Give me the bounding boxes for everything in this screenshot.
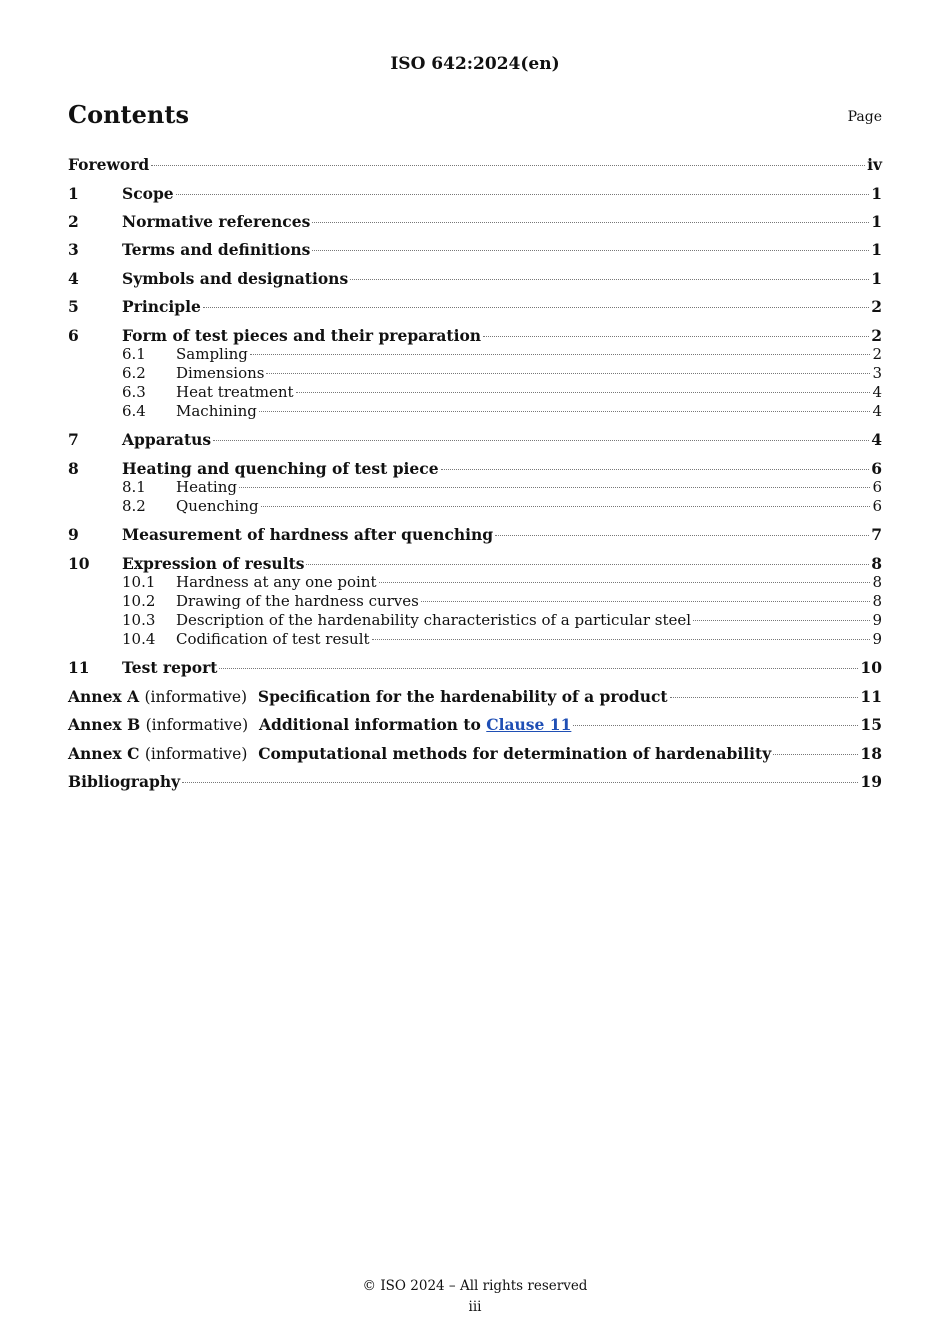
toc-number: 9 [68, 525, 79, 544]
toc-title: Form of test pieces and their preparation [122, 326, 482, 345]
toc-page: 4 [872, 402, 882, 420]
toc-number: 7 [68, 430, 79, 449]
dot-leader [182, 782, 858, 783]
toc-page: 4 [872, 383, 882, 401]
toc-entry-annex-c[interactable] [68, 744, 882, 763]
toc-page: 9 [872, 611, 882, 629]
dot-leader [312, 250, 869, 251]
toc-title [68, 687, 668, 707]
toc-entry-heating[interactable] [68, 478, 882, 497]
toc-number: 10.3 [122, 611, 156, 629]
toc-page: 6 [872, 478, 882, 496]
toc-title: Drawing of the hardness curves [176, 592, 419, 610]
toc-page: 15 [860, 715, 882, 734]
toc-entry-quenching[interactable] [68, 497, 882, 516]
toc-page: 8 [872, 592, 882, 610]
toc-page: 2 [872, 345, 882, 363]
dot-leader [693, 620, 870, 621]
toc-title: Terms and definitions [122, 240, 311, 259]
dot-leader [151, 165, 865, 166]
toc-entry-heating-and-quenching[interactable] [68, 459, 882, 478]
toc-title: Normative references [122, 212, 311, 231]
annex-title: Additional information to [258, 715, 481, 734]
toc-entry-dimensions[interactable] [68, 364, 882, 383]
dot-leader [379, 582, 871, 583]
toc-page: 8 [872, 573, 882, 591]
toc-page: 3 [872, 364, 882, 382]
annex-label: Annex B [68, 715, 141, 734]
toc-page: 1 [871, 269, 882, 288]
toc-title: Quenching [176, 497, 259, 515]
toc-page: 7 [871, 525, 882, 544]
toc-page: 11 [860, 687, 882, 706]
page-header: ISO 642:2024(en) [390, 54, 560, 74]
toc-number: 6.2 [122, 364, 146, 382]
toc-page: 10 [860, 658, 882, 677]
toc-number: 1 [68, 184, 79, 203]
dot-leader [441, 469, 870, 470]
page-number: iii [468, 1299, 482, 1315]
toc-entry-symbols-and-designations[interactable] [68, 269, 882, 288]
toc-title: Dimensions [176, 364, 265, 382]
dot-leader [483, 336, 869, 337]
annex-type: (informative) [144, 745, 248, 763]
dot-leader [213, 440, 869, 441]
dot-leader [266, 373, 870, 374]
toc-page: 1 [871, 212, 882, 231]
dot-leader [176, 194, 870, 195]
toc-title: Heating and quenching of test piece [122, 459, 439, 478]
toc-page: 18 [860, 744, 882, 763]
annex-title: Specification for the hardenability of a product [257, 687, 668, 706]
toc-page: 1 [871, 184, 882, 203]
toc-title: Codification of test result [176, 630, 370, 648]
toc-title: Apparatus [122, 430, 212, 449]
toc-entry-hardness-at-any-point[interactable] [68, 573, 882, 592]
toc-page: 1 [871, 240, 882, 259]
dot-leader [573, 725, 858, 726]
contents-title: Contents [68, 100, 189, 129]
toc-title: Description of the hardenability characteristics of a particular steel [176, 611, 692, 629]
toc-entry-measurement-of-hardness[interactable] [68, 525, 882, 544]
dot-leader [203, 307, 869, 308]
toc-title: Heat treatment [176, 383, 294, 401]
toc-entry-form-of-test-pieces[interactable] [68, 326, 882, 345]
toc-title: Sampling [176, 345, 248, 363]
toc-page: 6 [872, 497, 882, 515]
toc-number: 10.4 [122, 630, 156, 648]
dot-leader [306, 564, 869, 565]
toc-number: 10 [68, 554, 90, 573]
toc-number: 11 [68, 658, 90, 677]
dot-leader [421, 601, 871, 602]
table-of-contents [68, 152, 882, 791]
toc-entry-bibliography[interactable] [68, 772, 882, 791]
toc-title: Scope [122, 184, 174, 203]
toc-title [68, 744, 771, 764]
toc-title [68, 715, 571, 735]
toc-entry-apparatus[interactable] [68, 430, 882, 449]
annex-title: Computational methods for determination of hardenability [258, 744, 772, 763]
toc-page: 4 [871, 430, 882, 449]
toc-entry-machining[interactable] [68, 402, 882, 421]
toc-entry-scope[interactable] [68, 184, 882, 203]
annex-label: Annex C [68, 744, 140, 763]
toc-entry-test-report[interactable] [68, 658, 882, 677]
toc-title: Test report [122, 658, 218, 677]
dot-leader [312, 222, 869, 223]
dot-leader [250, 354, 871, 355]
dot-leader [495, 535, 869, 536]
toc-page: 9 [872, 630, 882, 648]
toc-number: 10.1 [122, 573, 156, 591]
toc-number: 6.3 [122, 383, 146, 401]
toc-title: Expression of results [122, 554, 305, 573]
copyright-notice: © ISO 2024 – All rights reserved [362, 1278, 588, 1294]
toc-title: Machining [176, 402, 257, 420]
dot-leader [261, 506, 871, 507]
toc-entry-codification[interactable] [68, 630, 882, 649]
toc-number: 6.4 [122, 402, 146, 420]
toc-title: Bibliography [68, 772, 181, 791]
contents-heading-row [68, 100, 882, 132]
toc-entry-principle[interactable] [68, 297, 882, 316]
dot-leader [670, 697, 859, 698]
toc-title: Symbols and designations [122, 269, 349, 288]
toc-entry-drawing-hardness-curves[interactable] [68, 592, 882, 611]
toc-page: 2 [871, 297, 882, 316]
toc-number: 6.1 [122, 345, 146, 363]
page-column-label: Page [847, 109, 882, 125]
annex-type: (informative) [144, 688, 248, 706]
toc-title: Measurement of hardness after quenching [122, 525, 494, 544]
toc-title: Principle [122, 297, 201, 316]
toc-number: 6 [68, 326, 79, 345]
toc-title: Hardness at any one point [176, 573, 377, 591]
toc-page: 19 [860, 772, 882, 791]
dot-leader [372, 639, 871, 640]
toc-number: 4 [68, 269, 79, 288]
toc-entry-description-hardenability[interactable] [68, 611, 882, 630]
toc-page: 6 [871, 459, 882, 478]
toc-number: 10.2 [122, 592, 156, 610]
annex-label: Annex A [68, 687, 140, 706]
toc-entry-expression-of-results[interactable] [68, 554, 882, 573]
toc-entry-sampling[interactable] [68, 345, 882, 364]
toc-entry-annex-a[interactable] [68, 687, 882, 706]
toc-title: Foreword [68, 155, 150, 174]
dot-leader [350, 279, 869, 280]
dot-leader [219, 668, 858, 669]
toc-number: 3 [68, 240, 79, 259]
dot-leader [296, 392, 871, 393]
toc-number: 5 [68, 297, 79, 316]
toc-page: iv [867, 155, 882, 174]
toc-entry-foreword[interactable] [68, 155, 882, 174]
toc-number: 8.1 [122, 478, 146, 496]
dot-leader [259, 411, 871, 412]
page-footer [0, 1276, 950, 1318]
toc-number: 8.2 [122, 497, 146, 515]
toc-title: Heating [176, 478, 237, 496]
toc-page: 2 [871, 326, 882, 345]
toc-number: 8 [68, 459, 79, 478]
toc-page: 8 [871, 554, 882, 573]
toc-entry-normative-references[interactable] [68, 212, 882, 231]
dot-leader [239, 487, 870, 488]
clause-11-link[interactable]: Clause 11 [486, 715, 572, 734]
annex-type: (informative) [145, 716, 249, 734]
dot-leader [773, 754, 858, 755]
toc-entry-terms-and-definitions[interactable] [68, 240, 882, 259]
toc-entry-heat-treatment[interactable] [68, 383, 882, 402]
toc-number: 2 [68, 212, 79, 231]
toc-entry-annex-b[interactable] [68, 715, 882, 734]
